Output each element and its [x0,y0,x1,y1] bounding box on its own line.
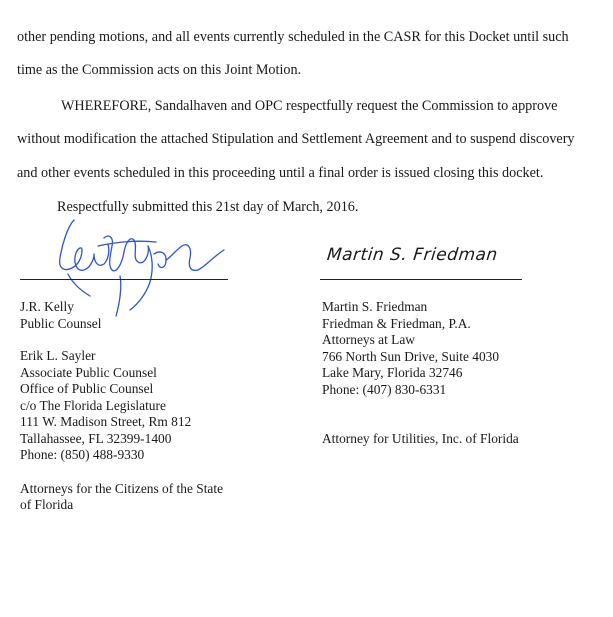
paragraph-1-line-2: time as the Commission acts on this Joint Motion. [17,62,302,78]
left-block-line: Erik L. Sayler [20,348,96,363]
paragraph-1-line-1: other pending motions, and all events currently scheduled in the CASR for this Docket until such [17,29,569,45]
right-block-line: Attorneys at Law [322,332,415,347]
right-block-line: Martin S. Friedman [322,299,428,314]
right-block-line: Attorney for Utilities, Inc. of Florida [322,431,519,446]
left-block-line: 111 W. Madison Street, Rm 812 [20,414,192,429]
right-signature-block [322,299,519,448]
paragraph-2-line-3: and other events scheduled in this proceeding until a final order is issued closing this docket. [17,165,544,181]
left-block-line: Associate Public Counsel [20,364,157,380]
left-block-line: c/o The Florida Legislature [20,397,166,413]
typed-signature: Martin S. Friedman [325,245,499,265]
paragraph-2-line-2: without modification the attached Stipulation and Settlement Agreement and to suspend discovery [17,131,575,147]
left-signature-line [20,279,228,280]
left-block-line: Public Counsel [20,315,102,331]
right-block-line: Lake Mary, Florida 32746 [322,365,463,380]
left-block-line: Attorneys for the Citizens of the State [20,480,224,496]
left-block-line: of Florida [20,497,74,512]
right-signature-line [320,279,522,280]
paragraph-2-line-1: WHEREFORE, Sandalhaven and OPC respectfully request the Commission to approve [61,98,558,114]
right-block-line: Friedman & Friedman, P.A. [322,315,471,331]
left-block-line: Office of Public Counsel [20,381,154,396]
right-block-line: Phone: (407) 830-6331 [322,381,447,397]
left-block-line: Tallahassee, FL 32399-1400 [20,430,172,446]
right-block-line: 766 North Sun Drive, Suite 4030 [322,348,500,364]
left-signature-block [20,299,223,514]
left-block-line: Phone: (850) 488-9330 [20,447,145,462]
left-block-line: J.R. Kelly [20,299,74,314]
submission-date-line: Respectfully submitted this 21st day of March, 2016. [57,199,359,215]
